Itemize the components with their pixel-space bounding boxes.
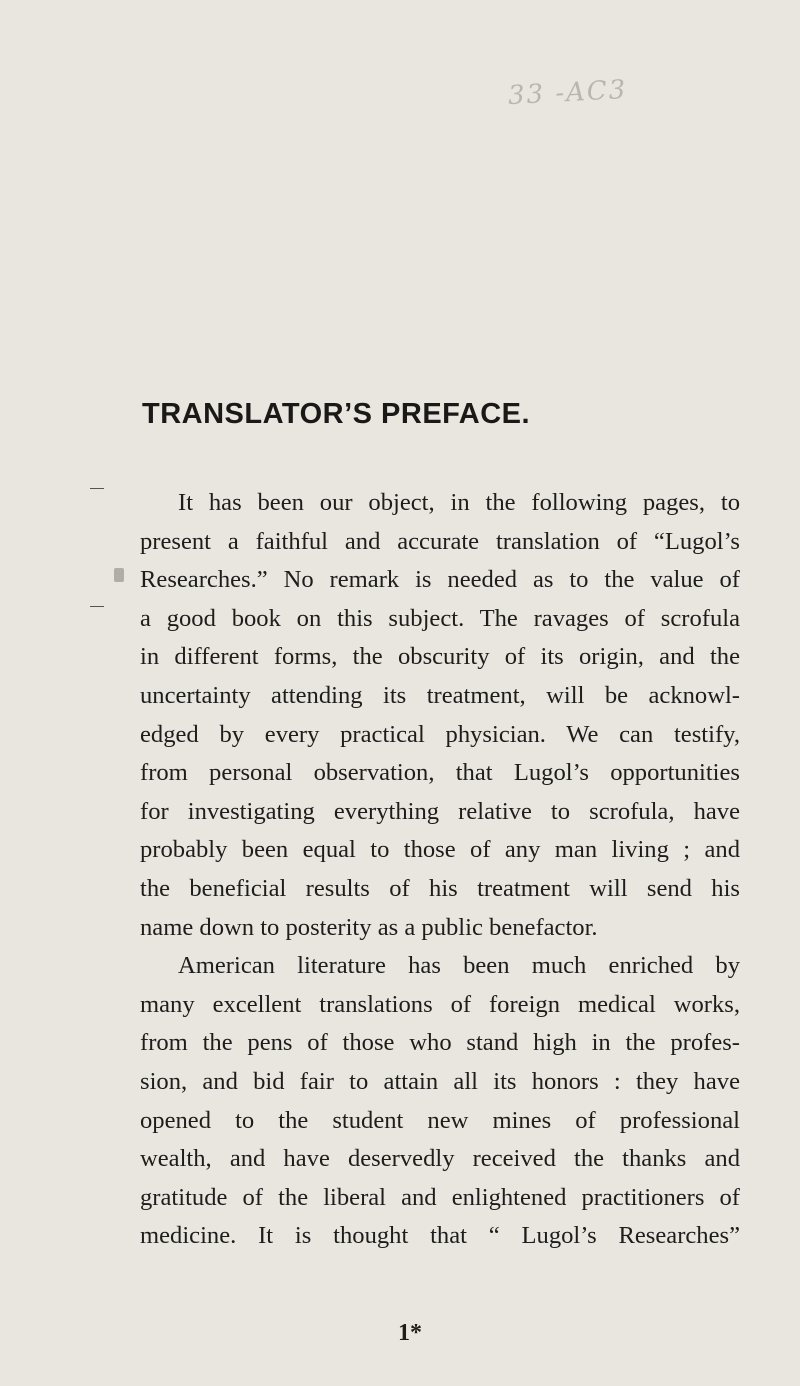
pencil-catalog-note: 33 -AC3: [507, 74, 629, 112]
text-line: name down to posterity as a public benefactor.: [140, 913, 598, 941]
margin-tick-mark: [90, 606, 104, 609]
text-line: a good book on this subject. The ravages of scrofula: [140, 604, 740, 632]
text-line: medicine. It is thought that “ Lugol’s Researches”: [140, 1222, 740, 1250]
text-line: American literature has been much enriched by: [178, 952, 740, 980]
text-line: for investigating everything relative to scrofula, have: [140, 797, 740, 825]
text-line: in different forms, the obscurity of its origin, and the: [140, 643, 740, 671]
text-line: edged by every practical physician. We can testify,: [140, 720, 740, 748]
margin-ink-blot: [114, 568, 124, 582]
text-line: many excellent translations of foreign medical works,: [140, 990, 740, 1018]
text-line: gratitude of the liberal and enlightened practitioners of: [140, 1183, 740, 1211]
text-line: sion, and bid fair to attain all its honors : they have: [140, 1067, 740, 1095]
text-line: uncertainty attending its treatment, will be acknowl-: [140, 681, 740, 709]
preface-body: [140, 484, 740, 1256]
signature-mark: 1*: [398, 1320, 422, 1346]
text-line: Researches.” No remark is needed as to the value of: [140, 566, 740, 594]
text-line: wealth, and have deservedly received the thanks and: [140, 1145, 740, 1173]
page-title: TRANSLATOR’S PREFACE.: [142, 398, 531, 430]
text-line: the beneficial results of his treatment will send his: [140, 874, 740, 902]
text-line: from the pens of those who stand high in the profes-: [140, 1029, 740, 1057]
text-line: It has been our object, in the following pages, to: [178, 489, 740, 516]
margin-tick-mark: [90, 488, 104, 491]
text-line: opened to the student new mines of professional: [140, 1106, 740, 1134]
text-line: present a faithful and accurate translation of “Lugol’s: [140, 527, 740, 555]
text-line: probably been equal to those of any man living ; and: [140, 836, 740, 864]
text-line: from personal observation, that Lugol’s opportunities: [140, 759, 740, 787]
